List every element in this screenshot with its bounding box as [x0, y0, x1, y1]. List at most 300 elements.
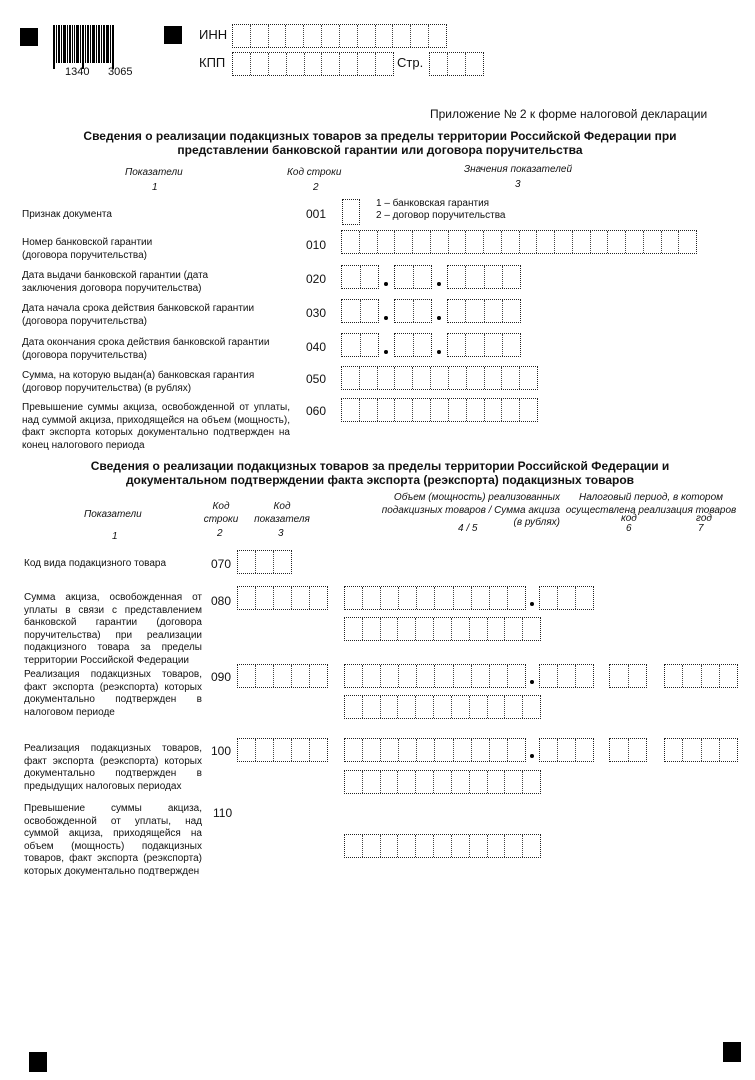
input-cell[interactable]: [452, 835, 470, 857]
input-cell[interactable]: [720, 739, 737, 761]
input-cell[interactable]: [361, 300, 379, 322]
s2-row-070-code: 070: [211, 557, 232, 571]
input-cell[interactable]: [448, 334, 466, 356]
barcode-number-right: 3065: [108, 66, 133, 78]
input-cell[interactable]: [555, 231, 573, 253]
input-cell[interactable]: [540, 739, 558, 761]
input-cell[interactable]: [416, 618, 434, 640]
s1-col2-header: Код строки: [287, 167, 342, 178]
s1-row-010-code: 010: [306, 238, 327, 252]
input-cell[interactable]: [393, 25, 411, 47]
input-cell[interactable]: [472, 739, 490, 761]
input-cell[interactable]: [629, 739, 647, 761]
input-cell[interactable]: [378, 399, 396, 421]
row090-excise-amount[interactable]: [344, 695, 541, 719]
kpp-field[interactable]: [232, 52, 394, 76]
input-cell[interactable]: [505, 771, 523, 793]
input-cell[interactable]: [576, 665, 593, 687]
input-cell[interactable]: [466, 334, 484, 356]
input-cell[interactable]: [523, 618, 540, 640]
issue-date-year[interactable]: [447, 265, 521, 289]
input-cell[interactable]: [342, 399, 360, 421]
guarantee-number-field[interactable]: [341, 230, 697, 254]
input-cell[interactable]: [304, 25, 322, 47]
input-cell[interactable]: [466, 266, 484, 288]
input-cell[interactable]: [520, 231, 538, 253]
input-cell[interactable]: [448, 266, 466, 288]
s1-col3-num: 3: [515, 179, 521, 190]
input-cell[interactable]: [470, 696, 488, 718]
start-date-month[interactable]: [394, 299, 432, 323]
input-cell[interactable]: [238, 551, 256, 573]
input-cell[interactable]: [454, 739, 472, 761]
input-cell[interactable]: [269, 25, 287, 47]
s2-col3-num: 3: [278, 528, 284, 539]
input-cell[interactable]: [416, 696, 434, 718]
input-cell[interactable]: [363, 739, 381, 761]
input-cell[interactable]: [508, 665, 525, 687]
s2-col2-header: Код строки: [203, 501, 239, 525]
input-cell[interactable]: [508, 587, 525, 609]
input-cell[interactable]: [363, 587, 381, 609]
input-cell[interactable]: [503, 266, 520, 288]
input-cell[interactable]: [434, 618, 452, 640]
input-cell[interactable]: [470, 618, 488, 640]
input-cell[interactable]: [467, 399, 485, 421]
excess-excise-amount-field[interactable]: [341, 398, 538, 422]
date-separator-dot: [384, 282, 388, 286]
input-cell[interactable]: [395, 266, 414, 288]
input-cell[interactable]: [490, 587, 508, 609]
input-cell[interactable]: [488, 696, 506, 718]
input-cell[interactable]: [629, 665, 647, 687]
s2-row-090-code: 090: [211, 670, 232, 684]
input-cell[interactable]: [435, 665, 453, 687]
input-cell[interactable]: [363, 771, 381, 793]
kpp-label: КПП: [199, 55, 226, 70]
input-cell[interactable]: [256, 551, 274, 573]
date-separator-dot: [384, 350, 388, 354]
input-cell[interactable]: [305, 53, 323, 75]
input-cell[interactable]: [238, 739, 256, 761]
input-cell[interactable]: [429, 25, 446, 47]
row090-volume-integer[interactable]: [344, 664, 526, 688]
input-cell[interactable]: [381, 696, 399, 718]
input-cell[interactable]: [381, 771, 399, 793]
option-surety-agreement: 2 – договор поручительства: [376, 210, 506, 221]
input-cell[interactable]: [342, 266, 361, 288]
input-cell[interactable]: [540, 587, 558, 609]
input-cell[interactable]: [286, 25, 304, 47]
input-cell[interactable]: [363, 696, 381, 718]
input-cell[interactable]: [435, 587, 453, 609]
s2-col7-header: год: [696, 513, 712, 524]
input-cell[interactable]: [361, 334, 379, 356]
end-date-year[interactable]: [447, 333, 521, 357]
input-cell[interactable]: [345, 587, 363, 609]
input-cell[interactable]: [472, 587, 490, 609]
row090-period-year[interactable]: [664, 664, 738, 688]
registration-marker-top-left: [20, 28, 38, 46]
input-cell[interactable]: [537, 231, 555, 253]
input-cell[interactable]: [340, 25, 358, 47]
input-cell[interactable]: [340, 53, 358, 75]
input-cell[interactable]: [452, 771, 470, 793]
input-cell[interactable]: [342, 231, 360, 253]
input-cell[interactable]: [381, 665, 399, 687]
input-cell[interactable]: [448, 300, 466, 322]
input-cell[interactable]: [683, 739, 701, 761]
row100-volume-decimal[interactable]: [539, 738, 594, 762]
input-cell[interactable]: [665, 665, 683, 687]
input-cell[interactable]: [342, 300, 361, 322]
input-cell[interactable]: [485, 266, 503, 288]
input-cell[interactable]: [292, 739, 310, 761]
s1-col3-header: Значения показателей: [464, 164, 573, 175]
s2-tax-period-header: Налоговый период, в котором осуществлена реализация товаров: [565, 492, 737, 516]
s1-row-001-label: Признак документа: [22, 209, 112, 220]
input-cell[interactable]: [345, 771, 363, 793]
input-cell[interactable]: [398, 618, 416, 640]
registration-marker-bottom-left: [29, 1052, 47, 1072]
issue-date-day[interactable]: [341, 265, 379, 289]
input-cell[interactable]: [256, 587, 274, 609]
input-cell[interactable]: [434, 771, 452, 793]
date-separator-dot: [437, 282, 441, 286]
s1-row-030-code: 030: [306, 306, 327, 320]
input-cell[interactable]: [485, 334, 503, 356]
row110-excess-amount[interactable]: [344, 834, 541, 858]
input-cell[interactable]: [251, 25, 269, 47]
input-cell[interactable]: [376, 25, 394, 47]
inn-field[interactable]: [232, 24, 447, 48]
barcode-number-left: 1340: [65, 66, 90, 78]
page-number-field[interactable]: [429, 52, 484, 76]
input-cell[interactable]: [416, 771, 434, 793]
page-label: Стр.: [397, 55, 424, 70]
input-cell[interactable]: [431, 399, 449, 421]
decimal-separator-dot: [530, 602, 534, 606]
input-cell[interactable]: [449, 231, 467, 253]
s2-row-110-label: Превышение суммы акциза, освобожденной от уплаты, над суммой акциза, приходящейся на объем (мощность) подакцизных товаров, факт экспорта (реэкспорта) которых документально подтвержден: [24, 803, 202, 877]
input-cell[interactable]: [414, 334, 432, 356]
input-cell[interactable]: [679, 231, 696, 253]
input-cell[interactable]: [520, 367, 537, 389]
row100-period-year[interactable]: [664, 738, 738, 762]
input-cell[interactable]: [558, 739, 576, 761]
input-cell[interactable]: [467, 367, 485, 389]
s2-row-100-label: Реализация подакцизных товаров, факт экспорта (реэкспорта) которых документально подтвержден в предыдущих налоговых периодах: [24, 743, 202, 792]
s2-col7-num: 7: [698, 523, 704, 534]
date-separator-dot: [437, 350, 441, 354]
input-cell[interactable]: [413, 367, 431, 389]
input-cell[interactable]: [395, 334, 414, 356]
input-cell[interactable]: [398, 696, 416, 718]
input-cell[interactable]: [399, 587, 417, 609]
end-date-day[interactable]: [341, 333, 379, 357]
row100-indicator-code[interactable]: [237, 738, 328, 762]
input-cell[interactable]: [378, 231, 396, 253]
row100-volume-integer[interactable]: [344, 738, 526, 762]
input-cell[interactable]: [399, 665, 417, 687]
registration-marker-bottom-right: [723, 1042, 741, 1062]
s2-col6-header: код: [621, 513, 637, 524]
input-cell[interactable]: [449, 399, 467, 421]
input-cell[interactable]: [256, 665, 274, 687]
input-cell[interactable]: [399, 739, 417, 761]
input-cell[interactable]: [274, 587, 292, 609]
input-cell[interactable]: [608, 231, 626, 253]
start-date-year[interactable]: [447, 299, 521, 323]
input-cell[interactable]: [274, 665, 292, 687]
input-cell[interactable]: [434, 835, 452, 857]
input-cell[interactable]: [644, 231, 662, 253]
input-cell[interactable]: [431, 231, 449, 253]
input-cell[interactable]: [378, 367, 396, 389]
input-cell[interactable]: [434, 696, 452, 718]
input-cell[interactable]: [485, 300, 503, 322]
row090-period-code[interactable]: [609, 664, 647, 688]
input-cell[interactable]: [484, 231, 502, 253]
row080-excise-amount[interactable]: [344, 617, 541, 641]
input-cell[interactable]: [435, 739, 453, 761]
input-cell[interactable]: [381, 739, 399, 761]
input-cell[interactable]: [470, 771, 488, 793]
end-date-month[interactable]: [394, 333, 432, 357]
s1-row-020-label: Дата выдачи банковской гарантии (дата заключения договора поручительства): [22, 270, 209, 294]
input-cell[interactable]: [490, 739, 508, 761]
s1-col2-num: 2: [313, 182, 319, 193]
input-cell[interactable]: [233, 25, 251, 47]
decimal-separator-dot: [530, 680, 534, 684]
option-bank-guarantee: 1 – банковская гарантия: [376, 198, 490, 209]
input-cell[interactable]: [454, 665, 472, 687]
date-separator-dot: [384, 316, 388, 320]
s2-row-100-code: 100: [211, 744, 232, 758]
input-cell[interactable]: [363, 618, 381, 640]
input-cell[interactable]: [292, 587, 310, 609]
input-cell[interactable]: [238, 665, 256, 687]
input-cell[interactable]: [345, 696, 363, 718]
appendix-title: Приложение № 2 к форме налоговой декларации: [430, 107, 708, 121]
input-cell[interactable]: [310, 665, 327, 687]
s1-row-020-code: 020: [306, 272, 327, 286]
input-cell[interactable]: [416, 835, 434, 857]
input-cell[interactable]: [395, 367, 413, 389]
input-cell[interactable]: [269, 53, 287, 75]
input-cell[interactable]: [466, 231, 484, 253]
section2-title: Сведения о реализации подакцизных товаров за пределы территории Российской Федерации и документальном подтверждении факта экспорта (реэкспорта) подакцизных товаров: [90, 459, 670, 487]
input-cell[interactable]: [413, 231, 431, 253]
input-cell[interactable]: [345, 618, 363, 640]
input-cell[interactable]: [610, 665, 629, 687]
input-cell[interactable]: [490, 665, 508, 687]
input-cell[interactable]: [558, 665, 576, 687]
input-cell[interactable]: [417, 665, 435, 687]
decimal-separator-dot: [530, 754, 534, 758]
input-cell[interactable]: [466, 53, 483, 75]
s1-col1-num: 1: [152, 182, 158, 193]
input-cell[interactable]: [505, 835, 523, 857]
section1-title: Сведения о реализации подакцизных товаров за пределы территории Российской Федерации при представлении банковской гарантии или договора поручительства: [83, 129, 677, 157]
row100-excise-amount[interactable]: [344, 770, 541, 794]
input-cell[interactable]: [523, 696, 540, 718]
s2-col45-header: Объем (мощность) реализованных подакцизных товаров / Сумма акциза (в рублях): [381, 492, 560, 528]
s1-row-060-label: Превышение суммы акциза, освобожденной от уплаты, над суммой акциза, приходящейся на объем (мощность), факт экспорта которых документально подтвержден на конец налогового периода: [22, 402, 290, 451]
input-cell[interactable]: [472, 665, 490, 687]
input-cell[interactable]: [488, 835, 506, 857]
s1-row-050-code: 050: [306, 372, 327, 386]
input-cell[interactable]: [358, 25, 376, 47]
input-cell[interactable]: [488, 771, 506, 793]
input-cell[interactable]: [540, 665, 558, 687]
input-cell[interactable]: [452, 696, 470, 718]
row080-volume-decimal[interactable]: [539, 586, 594, 610]
guarantee-amount-field[interactable]: [341, 366, 538, 390]
input-cell[interactable]: [558, 587, 576, 609]
input-cell[interactable]: [523, 835, 540, 857]
input-cell[interactable]: [343, 200, 359, 224]
input-cell[interactable]: [360, 231, 378, 253]
s1-row-050-label: Сумма, на которую выдан(а) банковская гарантия (договор поручительства) (в рублях): [22, 370, 255, 394]
input-cell[interactable]: [626, 231, 644, 253]
input-cell[interactable]: [505, 696, 523, 718]
s1-row-010-label: Номер банковской гарантии (договора поручительства): [22, 237, 153, 261]
input-cell[interactable]: [360, 399, 378, 421]
input-cell[interactable]: [488, 618, 506, 640]
input-cell[interactable]: [256, 739, 274, 761]
s2-row-090-label: Реализация подакцизных товаров, факт экспорта (реэкспорта) которых документально подтвержден в налоговом периоде: [24, 669, 202, 718]
input-cell[interactable]: [274, 551, 291, 573]
input-cell[interactable]: [702, 739, 720, 761]
s2-row-080-code: 080: [211, 594, 232, 608]
row080-indicator-code[interactable]: [237, 586, 328, 610]
input-cell[interactable]: [274, 739, 292, 761]
input-cell[interactable]: [470, 835, 488, 857]
input-cell[interactable]: [523, 771, 540, 793]
input-cell[interactable]: [665, 739, 683, 761]
input-cell[interactable]: [363, 835, 381, 857]
input-cell[interactable]: [233, 53, 251, 75]
s1-row-060-code: 060: [306, 404, 327, 418]
input-cell[interactable]: [454, 587, 472, 609]
input-cell[interactable]: [452, 618, 470, 640]
input-cell[interactable]: [417, 587, 435, 609]
input-cell[interactable]: [591, 231, 609, 253]
input-cell[interactable]: [322, 53, 340, 75]
issue-date-month[interactable]: [394, 265, 432, 289]
registration-marker-top-right: [164, 26, 182, 44]
input-cell[interactable]: [520, 399, 537, 421]
input-cell[interactable]: [466, 300, 484, 322]
input-cell[interactable]: [345, 835, 363, 857]
input-cell[interactable]: [430, 53, 448, 75]
input-cell[interactable]: [251, 53, 269, 75]
input-cell[interactable]: [345, 665, 363, 687]
input-cell[interactable]: [502, 231, 520, 253]
input-cell[interactable]: [310, 587, 327, 609]
input-cell[interactable]: [503, 334, 520, 356]
input-cell[interactable]: [395, 231, 413, 253]
input-cell[interactable]: [395, 300, 414, 322]
input-cell[interactable]: [381, 618, 399, 640]
s2-col3-header: Код показателя: [254, 501, 310, 525]
s2-row-070-label: Код вида подакцизного товара: [24, 558, 167, 569]
input-cell[interactable]: [398, 835, 416, 857]
input-cell[interactable]: [662, 231, 680, 253]
s1-col1-header: Показатели: [125, 167, 183, 178]
row100-period-code[interactable]: [609, 738, 647, 762]
input-cell[interactable]: [448, 53, 466, 75]
input-cell[interactable]: [361, 266, 379, 288]
input-cell[interactable]: [720, 665, 737, 687]
input-cell[interactable]: [485, 399, 503, 421]
input-cell[interactable]: [503, 300, 520, 322]
input-cell[interactable]: [573, 231, 591, 253]
input-cell[interactable]: [381, 587, 399, 609]
row080-volume-integer[interactable]: [344, 586, 526, 610]
s2-col45-num: 4 / 5: [458, 523, 478, 534]
input-cell[interactable]: [417, 739, 435, 761]
s2-col2-num: 2: [217, 528, 223, 539]
input-cell[interactable]: [505, 618, 523, 640]
input-cell[interactable]: [376, 53, 393, 75]
input-cell[interactable]: [502, 367, 520, 389]
input-cell[interactable]: [395, 399, 413, 421]
input-cell[interactable]: [345, 739, 363, 761]
input-cell[interactable]: [342, 334, 361, 356]
input-cell[interactable]: [363, 665, 381, 687]
row090-volume-decimal[interactable]: [539, 664, 594, 688]
input-cell[interactable]: [508, 739, 525, 761]
input-cell[interactable]: [398, 771, 416, 793]
input-cell[interactable]: [342, 367, 360, 389]
input-cell[interactable]: [238, 587, 256, 609]
input-cell[interactable]: [310, 739, 327, 761]
input-cell[interactable]: [287, 53, 305, 75]
s1-row-001-code: 001: [306, 207, 327, 221]
excise-goods-type-code-field[interactable]: [237, 550, 292, 574]
s2-row-080-label: Сумма акциза, освобожденная от уплаты в связи с представлением банковской гарантии (договора поручительства) при реализации подакцизного товара за пределы территории Российской Федерации: [24, 592, 202, 666]
input-cell[interactable]: [449, 367, 467, 389]
s2-row-110-code: 110: [213, 806, 233, 820]
input-cell[interactable]: [411, 25, 429, 47]
input-cell[interactable]: [358, 53, 376, 75]
input-cell[interactable]: [292, 665, 310, 687]
input-cell[interactable]: [485, 367, 503, 389]
input-cell[interactable]: [414, 300, 432, 322]
s1-row-040-code: 040: [306, 340, 327, 354]
row090-indicator-code[interactable]: [237, 664, 328, 688]
input-cell[interactable]: [322, 25, 340, 47]
input-cell[interactable]: [413, 399, 431, 421]
input-cell[interactable]: [702, 665, 720, 687]
start-date-day[interactable]: [341, 299, 379, 323]
input-cell[interactable]: [610, 739, 629, 761]
input-cell[interactable]: [576, 587, 593, 609]
input-cell[interactable]: [431, 367, 449, 389]
s1-row-030-label: Дата начала срока действия банковской гарантии (договора поручительства): [22, 303, 255, 327]
input-cell[interactable]: [360, 367, 378, 389]
s1-row-040-label: Дата окончания срока действия банковской гарантии (договора поручительства): [22, 337, 270, 361]
s2-col1-header: Показатели: [84, 509, 142, 520]
input-cell[interactable]: [576, 739, 593, 761]
input-cell[interactable]: [502, 399, 520, 421]
input-cell[interactable]: [381, 835, 399, 857]
document-type-field[interactable]: [342, 199, 360, 225]
input-cell[interactable]: [414, 266, 432, 288]
input-cell[interactable]: [683, 665, 701, 687]
